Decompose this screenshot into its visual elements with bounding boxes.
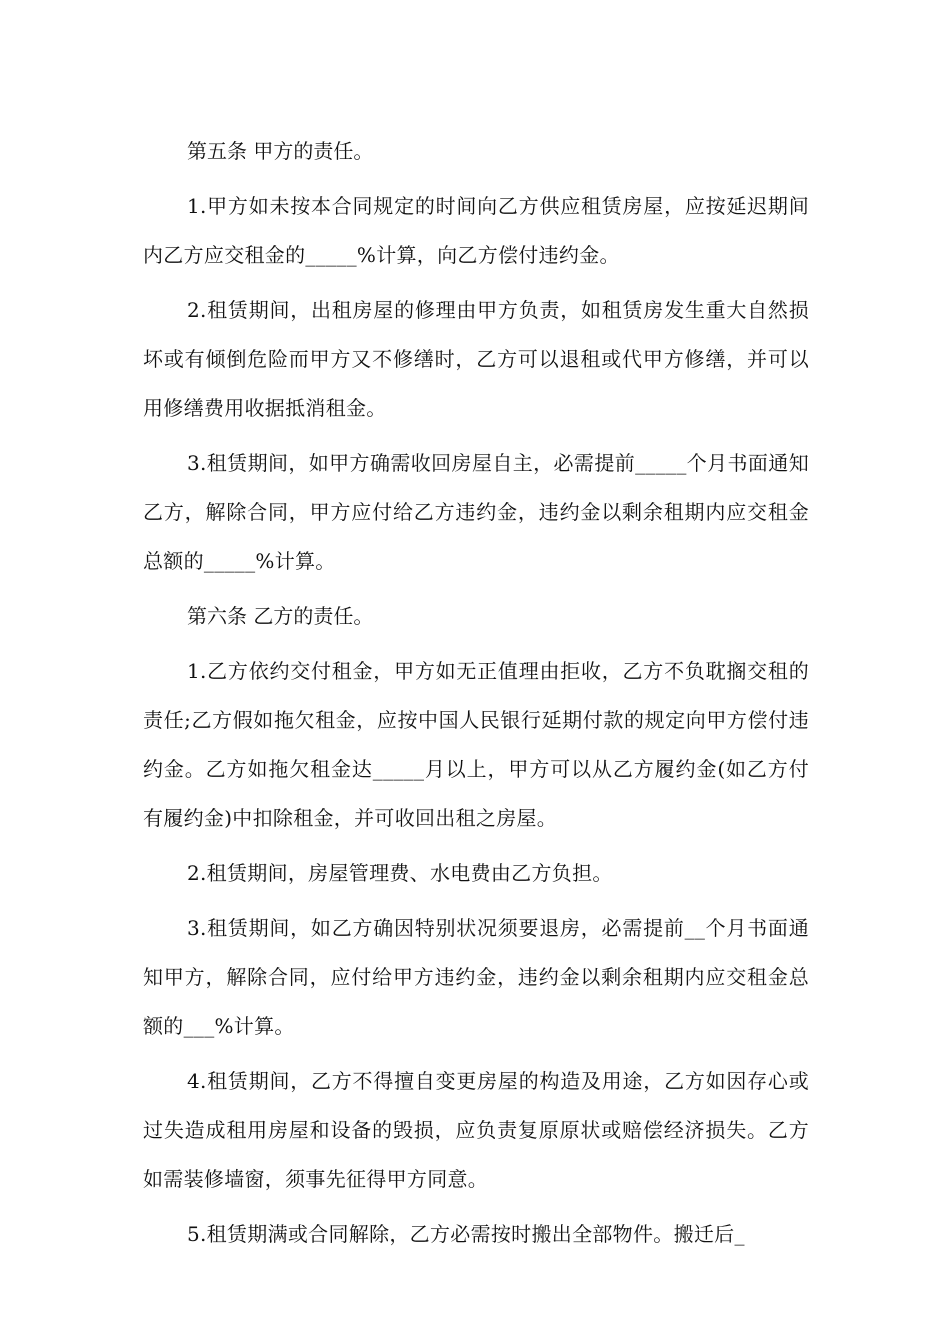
article6-item-3: 3.租赁期间，如乙方确因特别状况须要退房，必需提前__个月书面通知甲方，解除合同，应付给甲方违约金，违约金以剩余租期内应交租金总额的___%计算。 xyxy=(143,916,809,1038)
article5-item-1: 1.甲方如未按本合同规定的时间向乙方供应租赁房屋，应按延迟期间内乙方应交租金的_____%计算，向乙方偿付违约金。 xyxy=(143,194,809,267)
article6-heading: 第六条 乙方的责任。 xyxy=(187,604,374,628)
document-body xyxy=(143,127,809,1265)
article6-item-5: 5.租赁期满或合同解除，乙方必需按时搬出全部物件。搬迁后_ xyxy=(187,1222,745,1246)
article6-item-1: 1.乙方依约交付租金，甲方如无正值理由拒收，乙方不负耽搁交租的责任;乙方假如拖欠租金，应按中国人民银行延期付款的规定向甲方偿付违约金。乙方如拖欠租金达_____月以上，甲方可以从乙方履约金(如乙方付有履约金)中扣除租金，并可收回出租之房屋。 xyxy=(143,659,809,830)
article5-item-3: 3.租赁期间，如甲方确需收回房屋自主，必需提前_____个月书面通知乙方，解除合同，甲方应付给乙方违约金，违约金以剩余租期内应交租金总额的_____%计算。 xyxy=(143,451,809,573)
article5-item-2: 2.租赁期间，出租房屋的修理由甲方负责，如租赁房发生重大自然损坏或有倾倒危险而甲方又不修缮时，乙方可以退租或代甲方修缮，并可以用修缮费用收据抵消租金。 xyxy=(143,298,809,420)
article5-heading: 第五条 甲方的责任。 xyxy=(187,139,374,163)
article6-item-2: 2.租赁期间，房屋管理费、水电费由乙方负担。 xyxy=(187,861,613,885)
article6-item-4: 4.租赁期间，乙方不得擅自变更房屋的构造及用途，乙方如因存心或过失造成租用房屋和设备的毁损，应负责复原原状或赔偿经济损失。乙方如需装修墙窗，须事先征得甲方同意。 xyxy=(143,1069,809,1191)
